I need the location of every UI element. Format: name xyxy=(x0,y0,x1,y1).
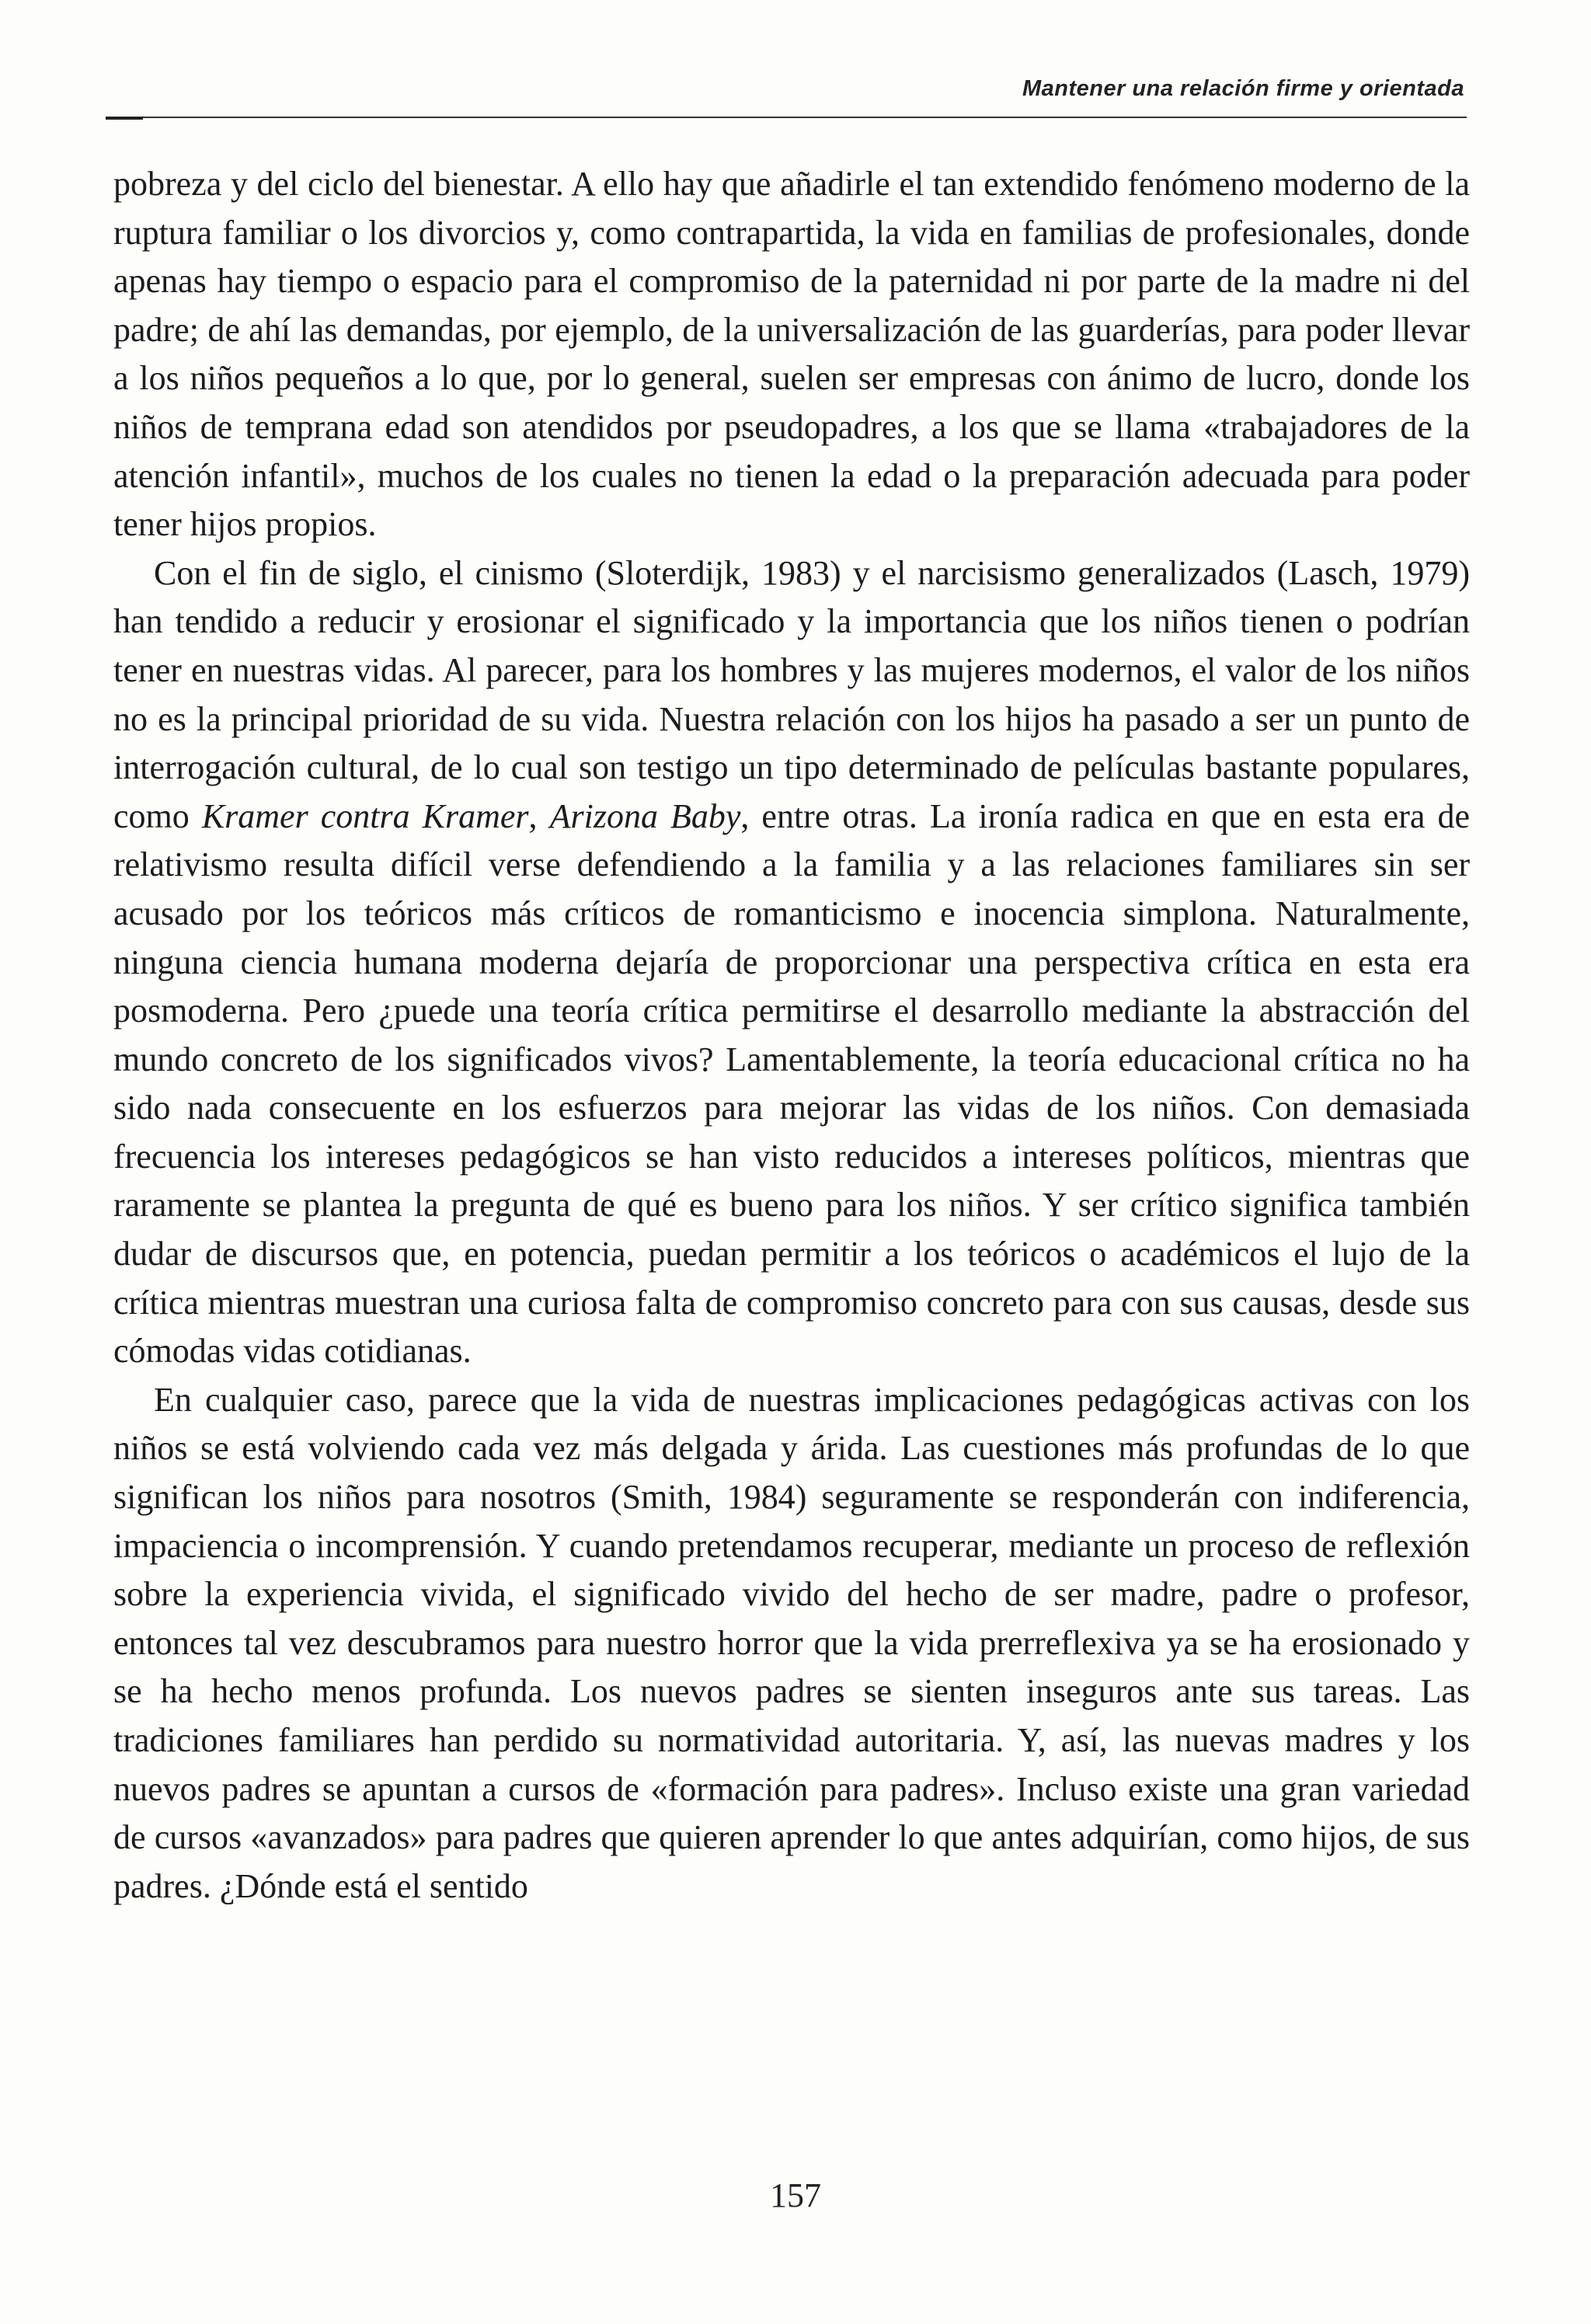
header-rule-mark xyxy=(106,117,143,120)
header-rule xyxy=(106,117,1467,118)
paragraph-text: Con el fin de siglo, el cinismo (Sloterdijk, 1983) y el narcisismo generalizados (Lasch, 1979) han tendido a reducir y erosionar el significado y la importancia que los niños tienen o podrían tener en nuestras vidas. Al parecer, para los hombres y las mujeres modernos, el valor de los niños no es la principal prioridad de su vida. Nuestra relación con los hijos ha pasado a ser un punto de interrogación cultural, de lo cual son testigo un tipo determinado de películas bastante populares, como xyxy=(113,553,1470,835)
paragraph-3 xyxy=(113,1376,1470,1911)
paragraph-text: , xyxy=(528,796,550,835)
paragraph-text: En cualquier caso, parece que la vida de nuestras implicaciones pedagógicas activas con los niños se está volviendo cada vez más delgada y árida. Las cuestiones más profundas de lo que significan los niños para nosotros (Smith, 1984) seguramente se responderán con indiferencia, impaciencia o incomprensión. Y cuando pretendamos recuperar, mediante un proceso de reflexión sobre la experiencia vivida, el significado vivido del hecho de ser madre, padre o profesor, entonces tal vez descubramos para nuestro horror que la vida prerreflexiva ya se ha erosionado y se ha hecho menos profunda. Los nuevos padres se sienten inseguros ante sus tareas. Las tradiciones familiares han perdido su normatividad autoritaria. Y, así, las nuevas madres y los nuevos padres se apuntan a cursos de «formación para padres». Incluso existe una gran variedad de cursos «avanzados» para padres que quieren aprender lo que antes adquirían, como hijos, de sus padres. ¿Dónde está el sentido xyxy=(113,1380,1470,1905)
paragraph-1 xyxy=(113,160,1470,549)
film-title-kramer: Kramer contra Kramer xyxy=(201,796,529,835)
running-head: Mantener una relación firme y orientada xyxy=(1022,76,1464,101)
paragraph-text: pobreza y del ciclo del bienestar. A ello hay que añadirle el tan extendido fenómeno moderno de la ruptura familiar o los divorcios y, como contrapartida, la vida en familias de profesionales, donde apenas hay tiempo o espacio para el compromiso de la paternidad ni por parte de la madre ni del padre; de ahí las demandas, por ejemplo, de la universalización de las guarderías, para poder llevar a los niños pequeños a lo que, por lo general, suelen ser empresas con ánimo de lucro, donde los niños de temprana edad son atendidos por pseudopadres, a los que se llama «trabajadores de la atención infantil», muchos de los cuales no tienen la edad o la preparación adecuada para poder tener hijos propios. xyxy=(113,165,1470,544)
body-text xyxy=(113,160,1470,1911)
page-number: 157 xyxy=(770,2176,821,2214)
paragraph-2 xyxy=(113,549,1470,1376)
paragraph-text: , entre otras. La ironía radica en que en esta era de relativismo resulta difícil verse defendiendo a la familia y a las relaciones familiares sin ser acusado por los teóricos más críticos de romanticismo e inocencia simplona. Naturalmente, ninguna ciencia humana moderna dejaría de proporcionar una perspectiva crítica en esta era posmoderna. Pero ¿puede una teoría crítica permitirse el desarrollo mediante la abstracción del mundo concreto de los significados vivos? Lamentablemente, la teoría educacional crítica no ha sido nada consecuente en los esfuerzos para mejorar las vidas de los niños. Con demasiada frecuencia los intereses pedagógicos se han visto reducidos a intereses políticos, mientras que raramente se plantea la pregunta de qué es bueno para los niños. Y ser crítico significa también dudar de discursos que, en potencia, puedan permitir a los teóricos o académicos el lujo de la crítica mientras muestran una curiosa falta de compromiso concreto para con sus causas, desde sus cómodas vidas cotidianas. xyxy=(113,796,1470,1371)
film-title-arizona-baby: Arizona Baby xyxy=(549,796,741,835)
